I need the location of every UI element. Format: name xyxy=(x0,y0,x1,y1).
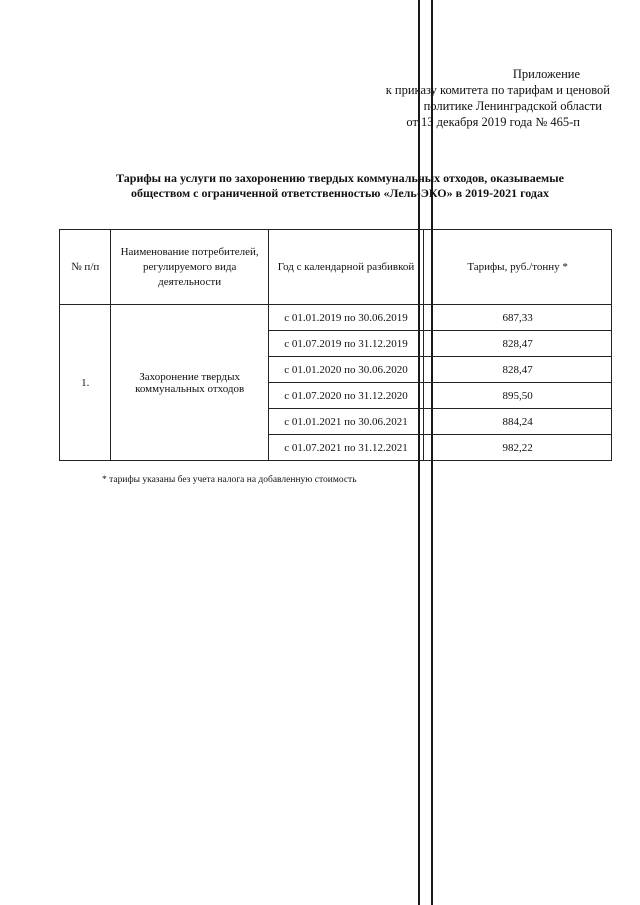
tariff-table xyxy=(59,229,612,461)
appendix-line-3: от 13 декабря 2019 года № 465-п xyxy=(406,115,580,129)
table-header-row xyxy=(60,230,612,305)
appendix-line-2: политике Ленинградской области xyxy=(423,99,602,113)
period-cell: с 01.01.2019 по 30.06.2019 xyxy=(268,305,423,331)
rate-cell: 982,22 xyxy=(424,435,612,461)
row-number-cell: 1. xyxy=(60,305,111,461)
document-title xyxy=(60,171,620,201)
rate-cell: 687,33 xyxy=(424,305,612,331)
header-rate: Тарифы, руб./тонну * xyxy=(424,230,612,305)
header-name: Наименование потребителей, регулируемого вида деятельности xyxy=(111,230,268,305)
appendix-heading: Приложение xyxy=(512,67,580,81)
document-title-line-2: обществом с ограниченной ответственностью «Лель-ЭКО» в 2019-2021 годах xyxy=(131,186,549,200)
footnote: * тарифы указаны без учета налога на добавленную стоимость xyxy=(102,475,357,485)
appendix-line-1: к приказу комитета по тарифам и ценовой xyxy=(385,83,610,97)
period-cell: с 01.07.2021 по 31.12.2021 xyxy=(268,435,423,461)
rate-cell: 884,24 xyxy=(424,409,612,435)
rate-cell: 895,50 xyxy=(424,383,612,409)
period-cell: с 01.07.2020 по 31.12.2020 xyxy=(268,383,423,409)
period-cell: с 01.01.2020 по 30.06.2020 xyxy=(268,357,423,383)
rate-cell: 828,47 xyxy=(424,331,612,357)
row-activity-cell: Захоронение твердых коммунальных отходов xyxy=(111,305,268,461)
document-title-line-1: Тарифы на услуги по захоронению твердых коммунальных отходов, оказываемые xyxy=(116,171,564,185)
period-cell: с 01.01.2021 по 30.06.2021 xyxy=(268,409,423,435)
header-period: Год с календарной разбивкой xyxy=(268,230,423,305)
appendix-block xyxy=(340,66,610,130)
header-num: № п/п xyxy=(60,230,111,305)
table-row xyxy=(60,305,612,331)
rate-cell: 828,47 xyxy=(424,357,612,383)
period-cell: с 01.07.2019 по 31.12.2019 xyxy=(268,331,423,357)
